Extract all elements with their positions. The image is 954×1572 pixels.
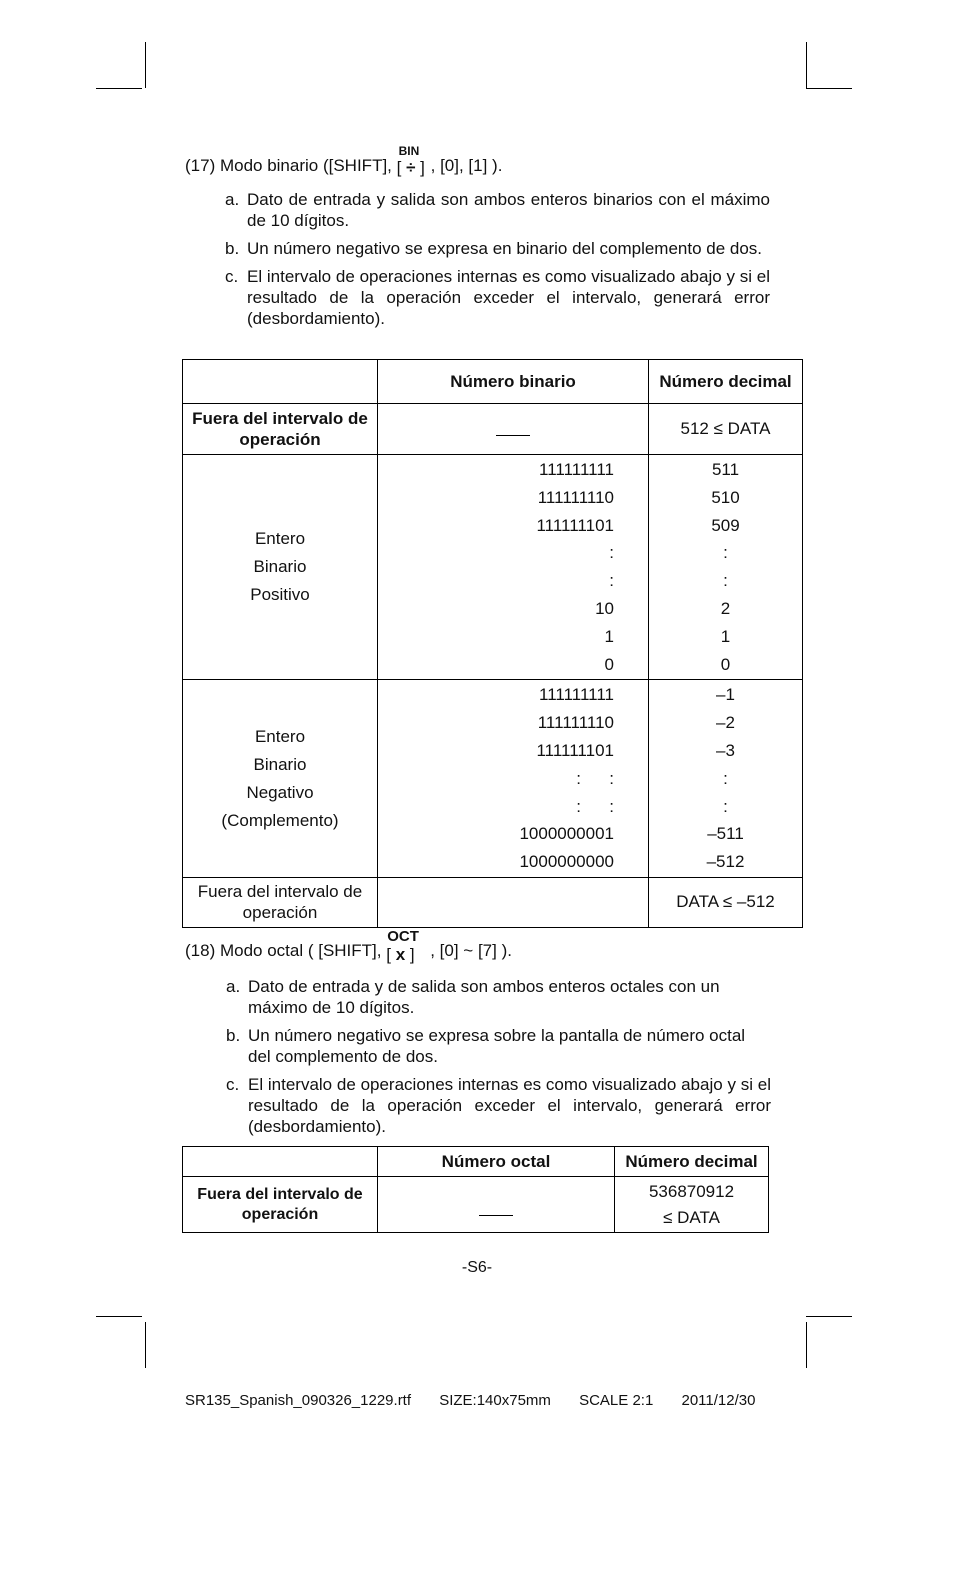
section-18-list	[226, 976, 771, 1144]
overflow-label: Fuera del intervalo de operación	[183, 1177, 378, 1233]
section-17-heading: (17) Modo binario ([SHIFT], BIN [ ÷ ] , [0], [1] ).	[185, 144, 503, 177]
overflow-value: 512 ≤ DATA	[649, 404, 803, 455]
octal-range-table	[182, 1146, 769, 1233]
crop-mark	[806, 42, 807, 88]
crop-mark	[145, 1322, 146, 1368]
table-header-cell: Número decimal	[615, 1147, 769, 1177]
crop-mark	[806, 1316, 852, 1317]
section-17-list	[225, 189, 770, 336]
overflow-value: DATA ≤ –512	[649, 877, 803, 927]
section-18-heading: (18) Modo octal ( [SHIFT], OCT [ x ] , [0] ~ [7] ).	[185, 928, 512, 964]
overflow-label: Fuera del intervalo de operación	[183, 877, 378, 927]
negative-binary-values: 111111111 111111110 111111101 : : : : 1000000001 1000000000	[378, 680, 649, 878]
list-item: c. El intervalo de operaciones internas es como visualizado abajo y si el resultado de la operación exceder el intervalo, generará error (desbordamiento).	[226, 1075, 771, 1136]
list-item: a. Dato de entrada y de salida son ambos enteros octales con un máximo de 10 dígitos.	[226, 977, 720, 1017]
binary-range-table	[182, 359, 803, 928]
crop-mark	[96, 1316, 142, 1317]
table-header-cell: Número decimal	[649, 360, 803, 404]
crop-mark	[806, 1322, 807, 1368]
crop-mark	[806, 88, 852, 89]
negative-label: Entero Binario Negativo (Complemento)	[183, 680, 378, 878]
crop-mark	[96, 88, 142, 89]
overflow-label: Fuera del intervalo de operación	[183, 404, 378, 455]
footer: SR135_Spanish_090326_1229.rtf SIZE:140x75mm SCALE 2:1 2011/12/30	[185, 1392, 756, 1409]
table-header-cell	[183, 1147, 378, 1177]
empty-range-dash	[378, 404, 649, 455]
oct-key-label: OCT [ x ]	[386, 928, 419, 964]
positive-binary-values: 111111111 111111110 111111101 : : 10 1 0	[378, 455, 649, 680]
positive-label: Entero Binario Positivo	[183, 455, 378, 680]
list-item: c. El intervalo de operaciones internas es como visualizado abajo y si el resultado de la operación exceder el intervalo, generará error (desbordamiento).	[225, 267, 770, 328]
empty-range-dash	[378, 1177, 615, 1233]
list-item: a. Dato de entrada y salida son ambos enteros binarios con el máximo de 10 dígitos.	[225, 190, 770, 230]
empty-cell	[378, 877, 649, 927]
table-header-cell	[183, 360, 378, 404]
overflow-value: 536870912 ≤ DATA	[615, 1177, 769, 1233]
page-number: -S6-	[461, 1259, 493, 1276]
table-header-cell: Número binario	[378, 360, 649, 404]
list-item: b. Un número negativo se expresa en binario del complemento de dos.	[225, 239, 763, 258]
bin-key-label: BIN [ ÷ ]	[396, 144, 425, 177]
table-header-cell: Número octal	[378, 1147, 615, 1177]
positive-decimal-values: 511 510 509 : : 2 1 0	[649, 455, 803, 680]
list-item: b. Un número negativo se expresa sobre la pantalla de número octal del complemento de dos.	[226, 1026, 746, 1066]
crop-mark	[145, 42, 146, 88]
negative-decimal-values: –1 –2 –3 : : –511 –512	[649, 680, 803, 878]
